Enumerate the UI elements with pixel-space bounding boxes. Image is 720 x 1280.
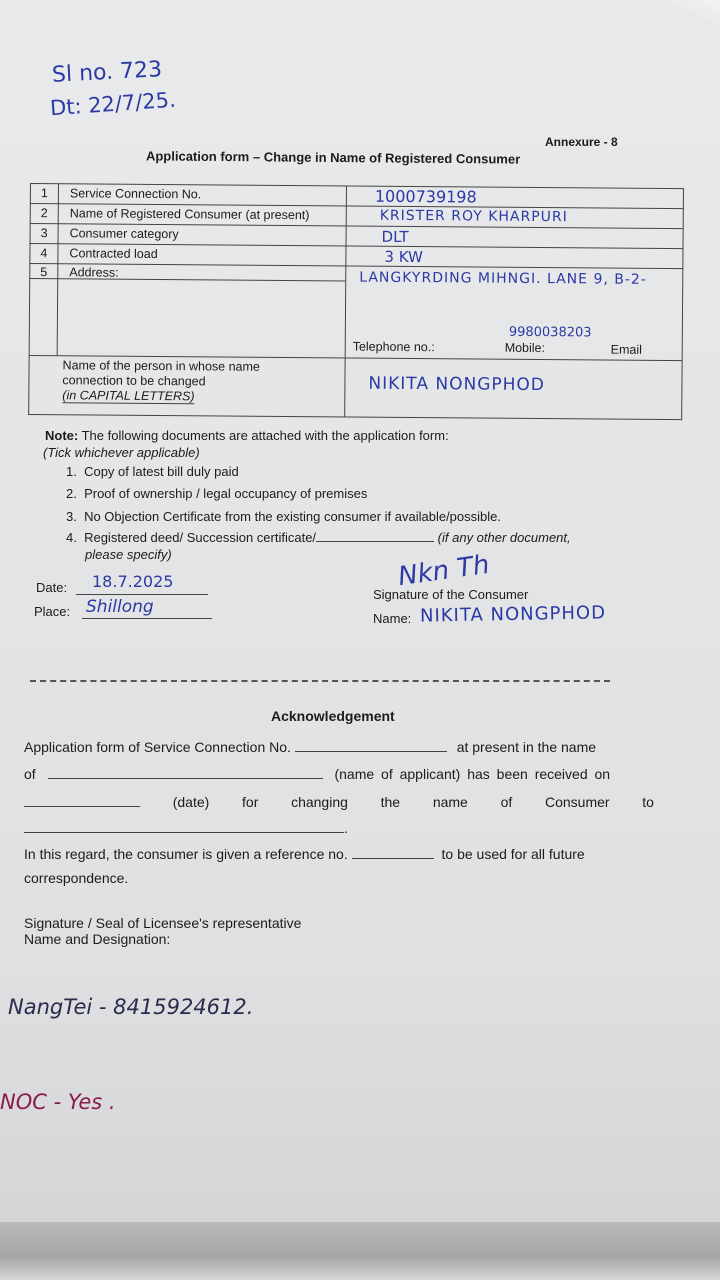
row-num: 1 bbox=[40, 186, 48, 201]
new-name-value: NIKITA NONGPHOD bbox=[368, 373, 545, 396]
doc-item-1 bbox=[66, 464, 239, 479]
ack-line-4: . bbox=[24, 820, 348, 836]
service-connection-label: Service Connection No. bbox=[69, 186, 202, 202]
page-fold bbox=[650, 0, 720, 30]
handwritten-noc-note: NOC - Yes . bbox=[0, 1090, 116, 1114]
ack-line1-text: Application form of Service Connection No. bbox=[24, 739, 291, 755]
ack-word: of bbox=[500, 794, 513, 810]
contracted-load-label: Contracted load bbox=[69, 246, 158, 262]
new-name-label-line2: connection to be changed bbox=[62, 373, 206, 389]
handwritten-date: Dt: 22/7/25. bbox=[49, 87, 177, 121]
consumer-details-table bbox=[28, 183, 684, 420]
row-num: 4 bbox=[40, 246, 48, 261]
handwritten-serial: Sl no. 723 bbox=[51, 57, 163, 88]
service-connection-value: 1000739198 bbox=[374, 186, 477, 207]
annexure-label: Annexure - 8 bbox=[545, 135, 618, 149]
place-line bbox=[82, 618, 212, 619]
new-name-label-line3: (in CAPITAL LETTERS) bbox=[62, 388, 195, 404]
ack-line5-text: In this regard, the consumer is given a reference no. bbox=[24, 846, 348, 862]
note-title: Note: bbox=[45, 428, 79, 443]
handwritten-phone-note: NangTei - 8415924612. bbox=[8, 995, 254, 1019]
doc-other-note: (if any other document, bbox=[437, 530, 571, 545]
ack-word: name bbox=[432, 794, 468, 810]
ack-reference-blank bbox=[352, 858, 434, 859]
registered-consumer-label: Name of Registered Consumer (at present) bbox=[69, 206, 310, 223]
doc-text: No Objection Certificate from the existing consumer if available/possible. bbox=[84, 509, 501, 524]
form-title: Application form – Change in Name of Registered Consumer bbox=[145, 148, 521, 167]
ack-date-blank bbox=[24, 806, 140, 807]
mobile-label: Mobile: bbox=[504, 340, 546, 356]
ack-line-5 bbox=[24, 846, 585, 862]
date-line bbox=[76, 594, 208, 595]
note-tick-instruction: (Tick whichever applicable) bbox=[43, 445, 200, 460]
date-value: 18.7.2025 bbox=[92, 572, 174, 591]
row-num: 2 bbox=[40, 206, 48, 221]
email-label: Email bbox=[610, 342, 643, 357]
consumer-name-label: Name: bbox=[373, 611, 412, 626]
ack-line-6: correspondence. bbox=[24, 870, 129, 886]
mobile-value: 9980038203 bbox=[508, 324, 592, 341]
address-label: Address: bbox=[69, 265, 119, 280]
ack-connection-blank bbox=[295, 751, 447, 752]
row-num: 5 bbox=[40, 265, 48, 280]
ack-line-1 bbox=[24, 739, 596, 755]
consumer-category-value: DLT bbox=[381, 227, 409, 246]
consumer-name-value: NIKITA NONGPHOD bbox=[419, 602, 607, 627]
doc-item-2 bbox=[66, 486, 367, 501]
doc-num: 4. bbox=[66, 530, 77, 545]
contracted-load-value: 3 KW bbox=[384, 247, 423, 267]
ack-word: changing bbox=[291, 794, 348, 810]
row-num: 3 bbox=[40, 226, 48, 241]
ack-line-2 bbox=[24, 766, 610, 782]
acknowledgement-title: Acknowledgement bbox=[271, 708, 395, 724]
ack-line5-suffix: to be used for all future bbox=[441, 846, 585, 862]
ack-word: Consumer bbox=[544, 794, 610, 810]
telephone-label: Telephone no.: bbox=[352, 339, 435, 355]
place-label: Place: bbox=[34, 604, 71, 619]
ack-line-3 bbox=[24, 794, 654, 810]
doc-text: Copy of latest bill duly paid bbox=[84, 464, 239, 479]
ack-line2-suffix: (name of applicant) has been received on bbox=[334, 766, 611, 782]
doc-num: 3. bbox=[66, 509, 77, 524]
ack-word: the bbox=[380, 794, 401, 810]
doc-num: 2. bbox=[66, 486, 77, 501]
licensee-signature-label: Signature / Seal of Licensee's representative bbox=[24, 915, 302, 931]
doc-text: Registered deed/ Succession certificate/ bbox=[84, 530, 317, 545]
note-text: The following documents are attached with the application form: bbox=[78, 428, 449, 443]
signature-label: Signature of the Consumer bbox=[373, 587, 529, 602]
ack-line1-suffix: at present in the name bbox=[456, 739, 597, 755]
ack-applicant-blank bbox=[48, 778, 323, 779]
doc-num: 1. bbox=[66, 464, 77, 479]
tear-off-divider bbox=[30, 680, 610, 682]
consumer-category-label: Consumer category bbox=[69, 226, 179, 242]
registered-consumer-value: KRISTER ROY KHARPURI bbox=[379, 207, 568, 226]
consumer-signature: Nkn Th bbox=[396, 549, 492, 593]
date-label: Date: bbox=[36, 580, 68, 595]
licensee-name-label: Name and Designation: bbox=[24, 931, 171, 947]
new-name-label-line1: Name of the person in whose name bbox=[62, 358, 260, 374]
ack-line2-prefix: of bbox=[24, 766, 36, 782]
ack-word: (date) bbox=[172, 794, 210, 810]
address-value: LANGKYRDING MIHNGI. LANE 9, B-2- bbox=[359, 269, 647, 288]
note-heading bbox=[45, 428, 449, 443]
doc-text: Proof of ownership / legal occupancy of premises bbox=[84, 486, 368, 501]
ack-word: to bbox=[642, 794, 654, 810]
doc-item-4 bbox=[66, 530, 571, 545]
doc-other-blank bbox=[316, 541, 434, 542]
doc-item-3 bbox=[66, 509, 501, 524]
background-surface bbox=[0, 1222, 720, 1280]
doc-specify: please specify) bbox=[85, 547, 172, 562]
ack-word: for bbox=[242, 794, 259, 810]
place-value: Shillong bbox=[86, 597, 154, 617]
ack-consumer-blank bbox=[24, 832, 344, 833]
